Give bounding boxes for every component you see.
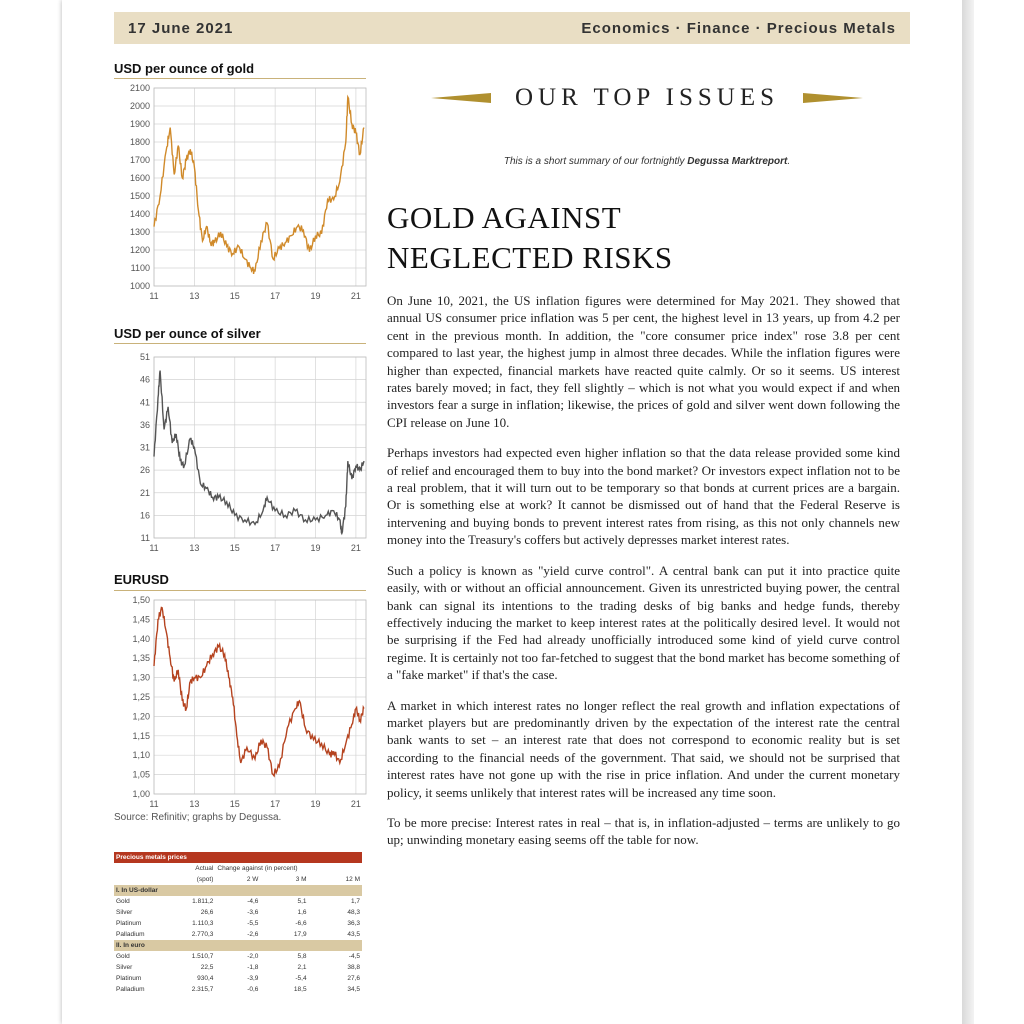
table-cell: -5,5 [247, 920, 259, 927]
table-row [114, 951, 362, 962]
table-row [114, 962, 362, 973]
series-line [154, 371, 364, 534]
y-tick-label: 1300 [129, 227, 150, 237]
table-cell: 1.811,2 [192, 898, 214, 905]
x-tick-label: 19 [310, 543, 321, 553]
silver-chart-title: USD per ounce of silver [114, 326, 261, 341]
x-tick-label: 19 [310, 799, 321, 809]
table-cell: Platinum [116, 920, 142, 927]
y-tick-label: 1,35 [132, 653, 150, 664]
table-cell: Gold [116, 898, 130, 905]
gold-chart-title: USD per ounce of gold [114, 61, 255, 76]
x-tick-label: 17 [270, 799, 281, 809]
table-cell: 22,5 [200, 964, 214, 971]
table-cell: 12 M [345, 876, 360, 883]
x-tick-label: 11 [149, 291, 159, 301]
y-tick-label: 2100 [129, 83, 150, 93]
table-cell: (spot) [196, 876, 214, 883]
top-issues-banner [387, 80, 907, 116]
table-cell: -0,6 [247, 986, 259, 993]
y-tick-label: 26 [139, 465, 150, 476]
series-line [154, 97, 364, 274]
y-tick-label: 1,50 [132, 595, 150, 605]
x-tick-label: 11 [149, 799, 159, 809]
header-band [114, 12, 910, 44]
table-cell: 5,1 [297, 898, 307, 905]
gold-chart-rule [114, 78, 366, 79]
table-header-row [114, 863, 362, 874]
table-cell: Palladium [116, 986, 145, 993]
table-cell: -4,6 [247, 898, 259, 905]
paragraph: A market in which interest rates no longer reflect the real growth and inflation expectations of market players but are predominantly driven by the expectation of the interest rate the central bank wants to set – an interest rate that does not correspond to economic reality but is set according to the financial needs of the government. That said, we should not be surprised that interest rates have not gone up with the rise in price inflation. And under the current monetary policy, it seems unlikely that interest rates will be increased any time soon. [387, 697, 900, 800]
table-cell: 26,6 [200, 909, 214, 916]
table-cell: 1.110,3 [192, 920, 214, 927]
y-tick-label: 1,30 [132, 672, 150, 683]
table-cell: Platinum [116, 975, 142, 982]
table-cell: Change against (in percent) [217, 865, 298, 872]
chart-source: Source: Refinitiv; graphs by Degussa. [114, 812, 282, 823]
y-tick-label: 46 [139, 374, 150, 385]
table-cell: Gold [116, 953, 130, 960]
table-cell: 27,6 [347, 975, 360, 982]
x-tick-label: 15 [229, 291, 240, 301]
x-tick-label: 19 [310, 291, 321, 301]
table-cell: II. In euro [114, 940, 362, 951]
x-tick-label: 11 [149, 543, 159, 553]
x-tick-label: 15 [229, 799, 240, 809]
table-cell: 3 M [295, 876, 307, 883]
table-cell: 1,6 [297, 909, 307, 916]
table-title-row [114, 852, 362, 863]
x-tick-label: 13 [189, 291, 200, 301]
table-cell: -3,6 [247, 909, 259, 916]
x-tick-label: 21 [350, 799, 361, 809]
table-cell: -3,9 [247, 975, 259, 982]
table-cell: 43,5 [347, 931, 360, 938]
table-cell: 34,5 [347, 986, 360, 993]
y-tick-label: 1600 [129, 173, 150, 183]
document-page [62, 0, 962, 1024]
y-tick-label: 41 [139, 397, 150, 408]
silver-chart [114, 351, 374, 556]
table-cell [114, 874, 171, 885]
table-cell: 2.315,7 [191, 986, 214, 993]
eurusd-chart [114, 594, 374, 812]
table-cell [114, 863, 171, 874]
table-cell: 930,4 [197, 975, 214, 982]
table-cell: -2,6 [247, 931, 259, 938]
banner-arrow-right-icon [803, 93, 863, 103]
y-tick-label: 36 [139, 419, 150, 430]
header-topics: Economics · Finance · Precious Metals [581, 19, 896, 37]
article-headline: GOLD AGAINST NEGLECTED RISKS [387, 200, 673, 275]
x-tick-label: 21 [350, 543, 361, 553]
y-tick-label: 21 [139, 487, 150, 498]
x-tick-label: 17 [270, 291, 281, 301]
series-line [154, 608, 364, 776]
article-body [387, 292, 900, 862]
y-tick-label: 1,00 [132, 789, 150, 799]
table-section-row [114, 940, 362, 951]
plot-frame [154, 88, 366, 286]
paragraph: On June 10, 2021, the US inflation figures were determined for May 2021. They showed that annual US consumer price inflation was 5 per cent, the highest level in 13 years, up from 4.2 per cent in the previous month. In addition, the "core consumer price index" rose 3.8 per cent compared to last year, the highest jump in almost three decades. While the inflation figures were higher than expected, financial markets have reacted quite calmly. Or so it seems. US interest rates barely moved; in fact, they fell slightly – which is not what you would expect if and when investors fear a surge in inflation; likewise, the prices of gold and silver went down following the CPI release on June 10. [387, 293, 900, 430]
table-cell: 2.770,3 [191, 931, 214, 938]
table-section-row [114, 885, 362, 896]
table-cell: 1,7 [350, 898, 360, 905]
summary-text: This is a short summary of our fortnightly [503, 156, 688, 167]
y-tick-label: 11 [140, 533, 150, 543]
x-tick-label: 15 [229, 543, 240, 553]
table-cell: Precious metals prices [114, 852, 362, 863]
paragraph: To be more precise: Interest rates in real – that is, in inflation-adjusted – terms are unlikely to go up; unwinding monetary easing seems off the table for now. [387, 814, 900, 848]
eurusd-chart-rule [114, 590, 366, 591]
x-tick-label: 13 [189, 543, 200, 553]
paragraph: Perhaps investors had expected even higher inflation so that the data release provided some kind of relief and encouraged them to buy into the bond market? Or investors expect inflation not to be a real problem, that it will turn out to be temporary so that bonds at current prices are a bargain. Or is something else at work? It cannot be dismissed out of hand that the Federal Reserve is intervening and buying bonds to prevent interest rates from rising, as this not only channels new money into the Treasury's coffers but actively depresses market interest rates. [387, 445, 900, 548]
table-cell: 1.510,7 [191, 953, 214, 960]
y-tick-label: 1000 [129, 281, 150, 291]
table-cell: -5,4 [295, 975, 307, 982]
table-cell: 38,8 [347, 964, 360, 971]
table-row [114, 973, 362, 984]
y-tick-label: 1800 [129, 137, 150, 147]
eurusd-chart-title: EURUSD [114, 572, 169, 587]
y-tick-label: 2000 [129, 101, 150, 111]
y-tick-label: 1500 [129, 191, 150, 201]
summary-report-name: Degussa Marktreport [687, 156, 788, 167]
table-cell: -2,0 [247, 953, 259, 960]
table-row [114, 907, 362, 918]
table-cell: 2,1 [297, 964, 307, 971]
table-cell: 36,3 [347, 920, 360, 927]
summary-line [387, 156, 907, 167]
header-date: 17 June 2021 [128, 19, 234, 37]
table-cell: I. In US-dollar [114, 885, 362, 896]
table-row [114, 918, 362, 929]
table-cell: 48,3 [347, 909, 360, 916]
table-cell: 2 W [246, 876, 259, 883]
y-tick-label: 1,40 [132, 633, 150, 644]
table-cell: -1,8 [247, 964, 259, 971]
y-tick-label: 1,15 [132, 730, 150, 741]
banner-title: OUR TOP ISSUES [514, 84, 780, 111]
table-cell: -6,6 [295, 920, 307, 927]
y-tick-label: 51 [139, 352, 150, 362]
x-tick-label: 13 [189, 799, 200, 809]
y-tick-label: 1,45 [132, 614, 150, 625]
y-tick-label: 1700 [129, 155, 150, 165]
page-edge [962, 0, 974, 1024]
table-row [114, 929, 362, 940]
y-tick-label: 1100 [130, 263, 150, 273]
paragraph: Such a policy is known as "yield curve control". A central bank can put it into practice quite easily, with or without an official announcement. Given its unrestricted buying power, the central bank can signal its intentions to the trading desks of big banks and hedge funds, thereby effectively inducing the market to keep interest rates at the politically desired level. It would not be surprising if the Fed had already unofficially introduced some kind of yield curve control regime. It is certainly not too far-fetched to suggest that the bond market has become something of a "fake market" if that's the case. [387, 562, 900, 683]
table-row [114, 984, 362, 995]
table-cell: 17,9 [293, 931, 307, 938]
table-cell: -4,5 [348, 953, 360, 960]
banner-arrow-left-icon [431, 93, 491, 103]
summary-end: . [787, 156, 791, 167]
y-tick-label: 31 [139, 442, 150, 453]
y-tick-label: 1200 [129, 245, 150, 255]
table-cell: Silver [116, 909, 133, 916]
table-cell: 18,5 [293, 986, 307, 993]
metals-price-table [114, 852, 362, 995]
gold-chart [114, 82, 374, 304]
table-row [114, 896, 362, 907]
table-cell: Palladium [116, 931, 145, 938]
table-header-row [114, 874, 362, 885]
y-tick-label: 1900 [129, 119, 150, 129]
silver-chart-rule [114, 343, 366, 344]
y-tick-label: 16 [139, 510, 150, 521]
table-cell: Actual [195, 865, 214, 872]
y-tick-label: 1,25 [132, 692, 150, 702]
y-tick-label: 1,10 [132, 750, 150, 761]
x-tick-label: 21 [350, 291, 361, 301]
table-cell: Silver [116, 964, 133, 971]
y-tick-label: 1400 [129, 209, 150, 219]
x-tick-label: 17 [270, 543, 281, 553]
y-tick-label: 1,05 [132, 769, 150, 780]
table-cell: 5,8 [297, 953, 307, 960]
y-tick-label: 1,20 [132, 711, 150, 722]
